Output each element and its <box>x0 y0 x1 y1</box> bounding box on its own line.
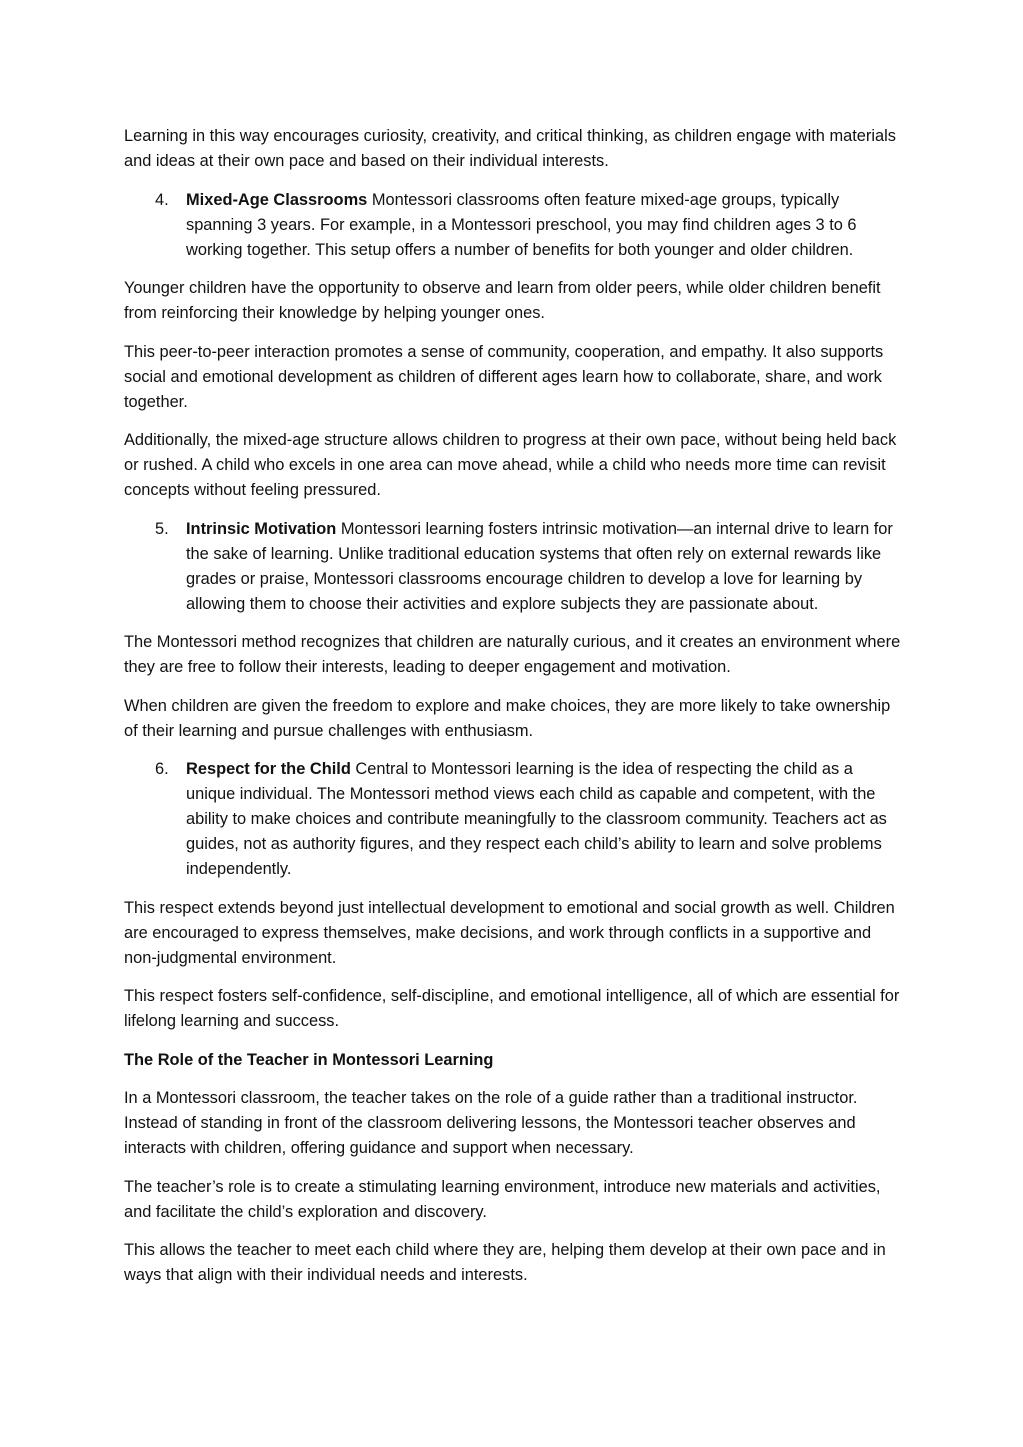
paragraph: Younger children have the opportunity to observe and learn from older peers, while older children benefit from reinforcing their knowledge by helping younger ones. <box>124 279 881 322</box>
list-number: 6. <box>155 760 169 778</box>
paragraph: Learning in this way encourages curiosity, creativity, and critical thinking, as children engage with materials and ideas at their own pace and based on their individual interests. <box>124 127 896 170</box>
list-item-respect-for-child <box>124 757 903 882</box>
paragraph: The teacher’s role is to create a stimulating learning environment, introduce new materials and activities, and facilitate the child’s exploration and discovery. <box>124 1177 881 1221</box>
list-number: 4. <box>155 190 169 209</box>
list-item-title: Respect for the Child <box>186 760 351 778</box>
paragraph: This respect fosters self-confidence, self-discipline, and emotional intelligence, all of which are essential for lifelong learning and success. <box>124 987 900 1030</box>
paragraph: This allows the teacher to meet each child where they are, helping them develop at their own pace and in ways that align with their individual needs and interests. <box>124 1241 886 1284</box>
list-item-intrinsic-motivation <box>124 517 903 617</box>
paragraph: When children are given the freedom to explore and make choices, they are more likely to take ownership of their learning and pursue challenges with enthusiasm. <box>124 696 891 740</box>
list-item-title: Mixed-Age Classrooms <box>186 190 368 209</box>
paragraph: The Montessori method recognizes that children are naturally curious, and it creates an environment where they are free to follow their interests, leading to deeper engagement and motivation. <box>124 633 901 676</box>
paragraph: Additionally, the mixed-age structure allows children to progress at their own pace, without being held back or rushed. A child who excels in one area can move ahead, while a child who needs more time can revisit concepts without feeling pressured. <box>124 431 897 499</box>
section-heading: The Role of the Teacher in Montessori Learning <box>124 1050 494 1069</box>
paragraph: This peer-to-peer interaction promotes a sense of community, cooperation, and empathy. It also supports social and emotional development as children of different ages learn how to collaborate, share, and work together. <box>124 342 884 411</box>
paragraph: In a Montessori classroom, the teacher takes on the role of a guide rather than a traditional instructor. Instead of standing in front of the classroom delivering lessons, the Montessori teacher observes and interacts with children, offering guidance and support when necessary. <box>124 1089 858 1157</box>
list-number: 5. <box>155 519 169 538</box>
list-item-mixed-age <box>124 188 903 263</box>
list-item-text: Montessori classrooms often feature mixed-age groups, typically spanning 3 years. For example, in a Montessori preschool, you may find children ages 3 to 6 working together. This setup offers a number of benefits for both younger and older children. <box>186 190 857 259</box>
list-item-text: Central to Montessori learning is the idea of respecting the child as a unique individual. The Montessori method views each child as capable and competent, with the ability to make choices and contribute meaningfully to the classroom community. Teachers act as guides, not as authority figures, and they respect each child’s ability to learn and solve problems independently. <box>186 760 887 878</box>
paragraph: This respect extends beyond just intellectual development to emotional and social growth as well. Children are encouraged to express themselves, make decisions, and work through conflicts in a supportive and non-judgmental environment. <box>124 898 895 967</box>
list-item-text: Montessori learning fosters intrinsic motivation—an internal drive to learn for the sake of learning. Unlike traditional education systems that often rely on external rewards like grades or praise, Montessori classrooms encourage children to develop a love for learning by allowing them to choose their activities and explore subjects they are passionate about. <box>186 519 893 613</box>
list-item-title: Intrinsic Motivation <box>186 519 337 538</box>
